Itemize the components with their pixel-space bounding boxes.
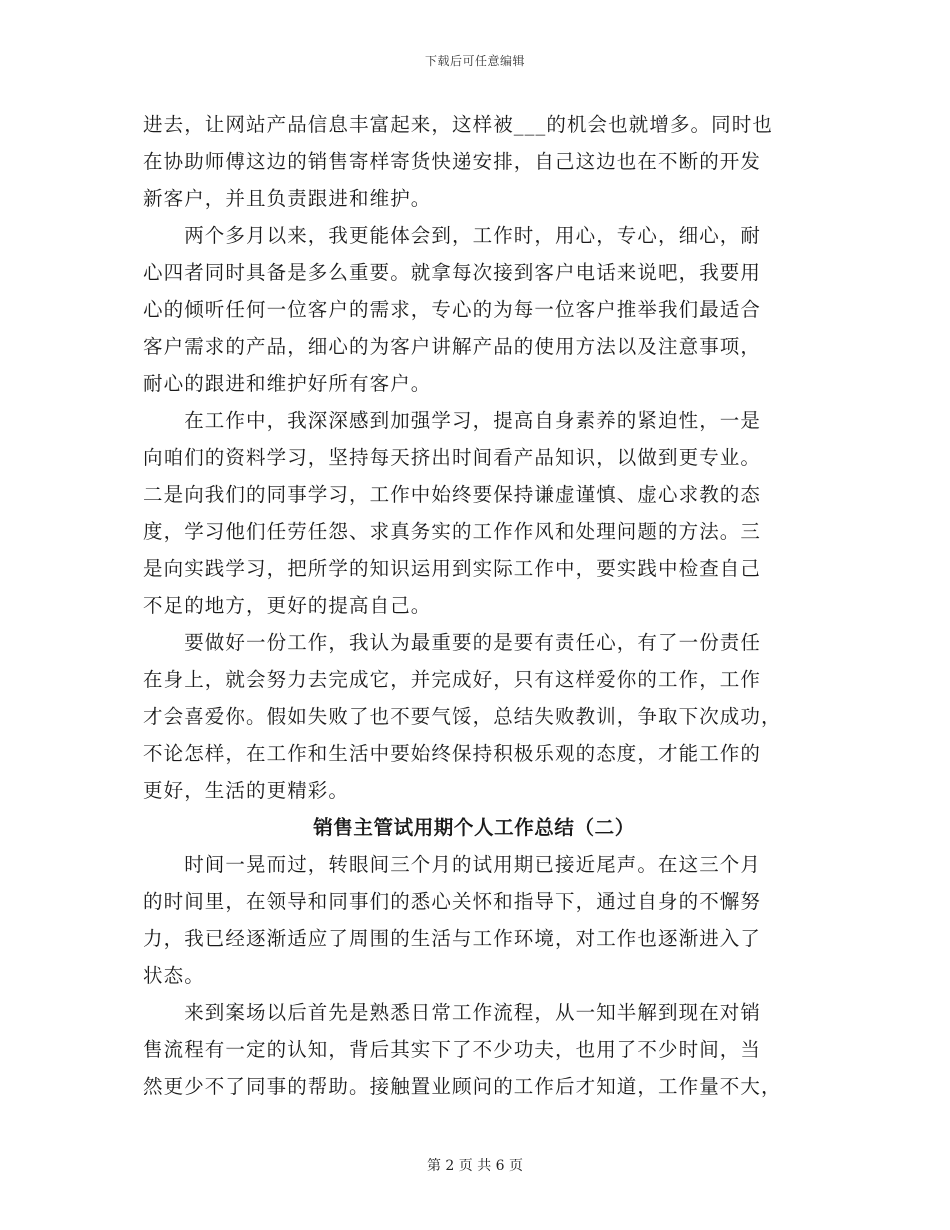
text-line: 心的倾听任何一位客户的需求，专心的为每一位客户推举我们最适合: [143, 298, 762, 321]
text-line: 然更少不了同事的帮助。接触置业顾问的工作后才知道，工作量不大，: [143, 1075, 782, 1098]
text-line: 向咱们的资料学习，坚持每天挤出时间看产品知识，以做到更专业。: [143, 446, 762, 469]
text-line: 在身上，就会努力去完成它，并完成好，只有这样爱你的工作，工作: [143, 668, 762, 691]
text-line: 进去，让网站产品信息丰富起来，这样被___的机会也就增多。同时也: [143, 113, 773, 136]
text-line: 二是向我们的同事学习，工作中始终要保持谦虚谨慎、虚心求教的态: [143, 483, 762, 506]
page-header: 下载后可任意编辑: [424, 54, 525, 68]
text-line: 时间一晃而过，转眼间三个月的试用期已接近尾声。在这三个月: [143, 853, 762, 876]
text-line: 来到案场以后首先是熟悉日常工作流程，从一知半解到现在对销: [143, 1001, 762, 1024]
text-line: 心四者同时具备是多么重要。就拿每次接到客户电话来说吧，我要用: [143, 261, 762, 284]
text-line: 力，我已经逐渐适应了周围的生活与工作环境，对工作也逐渐进入了: [143, 927, 762, 950]
text-line: 客户需求的产品，细心的为客户讲解产品的使用方法以及注意事项，: [143, 335, 762, 358]
text-line: 售流程有一定的认知，背后其实下了不少功夫，也用了不少时间，当: [143, 1038, 762, 1061]
text-line: 状态。: [143, 964, 205, 987]
text-line: 两个多月以来，我更能体会到，工作时，用心，专心，细心，耐: [143, 224, 762, 247]
text-line: 在协助师傅这边的销售寄样寄货快递安排，自己这边也在不断的开发: [143, 150, 762, 173]
text-line: 才会喜爱你。假如失败了也不要气馁，总结失败教训，争取下次成功，: [143, 705, 782, 728]
section-heading: 销售主管试用期个人工作总结（二）: [313, 816, 635, 839]
text-line: 不论怎样，在工作和生活中要始终保持积极乐观的态度，才能工作的: [143, 742, 762, 765]
text-line: 度，学习他们任劳任怨、求真务实的工作作风和处理问题的方法。三: [143, 520, 762, 543]
text-line: 不足的地方，更好的提高自己。: [143, 594, 432, 617]
page-number: 第 2 页 共 6 页: [426, 1158, 524, 1174]
text-line: 在工作中，我深深感到加强学习，提高自身素养的紧迫性，一是: [143, 409, 762, 432]
text-line: 耐心的跟进和维护好所有客户。: [143, 372, 432, 395]
text-line: 的时间里，在领导和同事们的悉心关怀和指导下，通过自身的不懈努: [143, 890, 762, 913]
text-line: 是向实践学习，把所学的知识运用到实际工作中，要实践中检查自己: [143, 557, 762, 580]
text-line: 新客户，并且负责跟进和维护。: [143, 187, 432, 210]
text-line: 要做好一份工作，我认为最重要的是要有责任心，有了一份责任: [143, 631, 762, 654]
document-body: [143, 106, 805, 1105]
text-line: 更好，生活的更精彩。: [143, 779, 350, 802]
